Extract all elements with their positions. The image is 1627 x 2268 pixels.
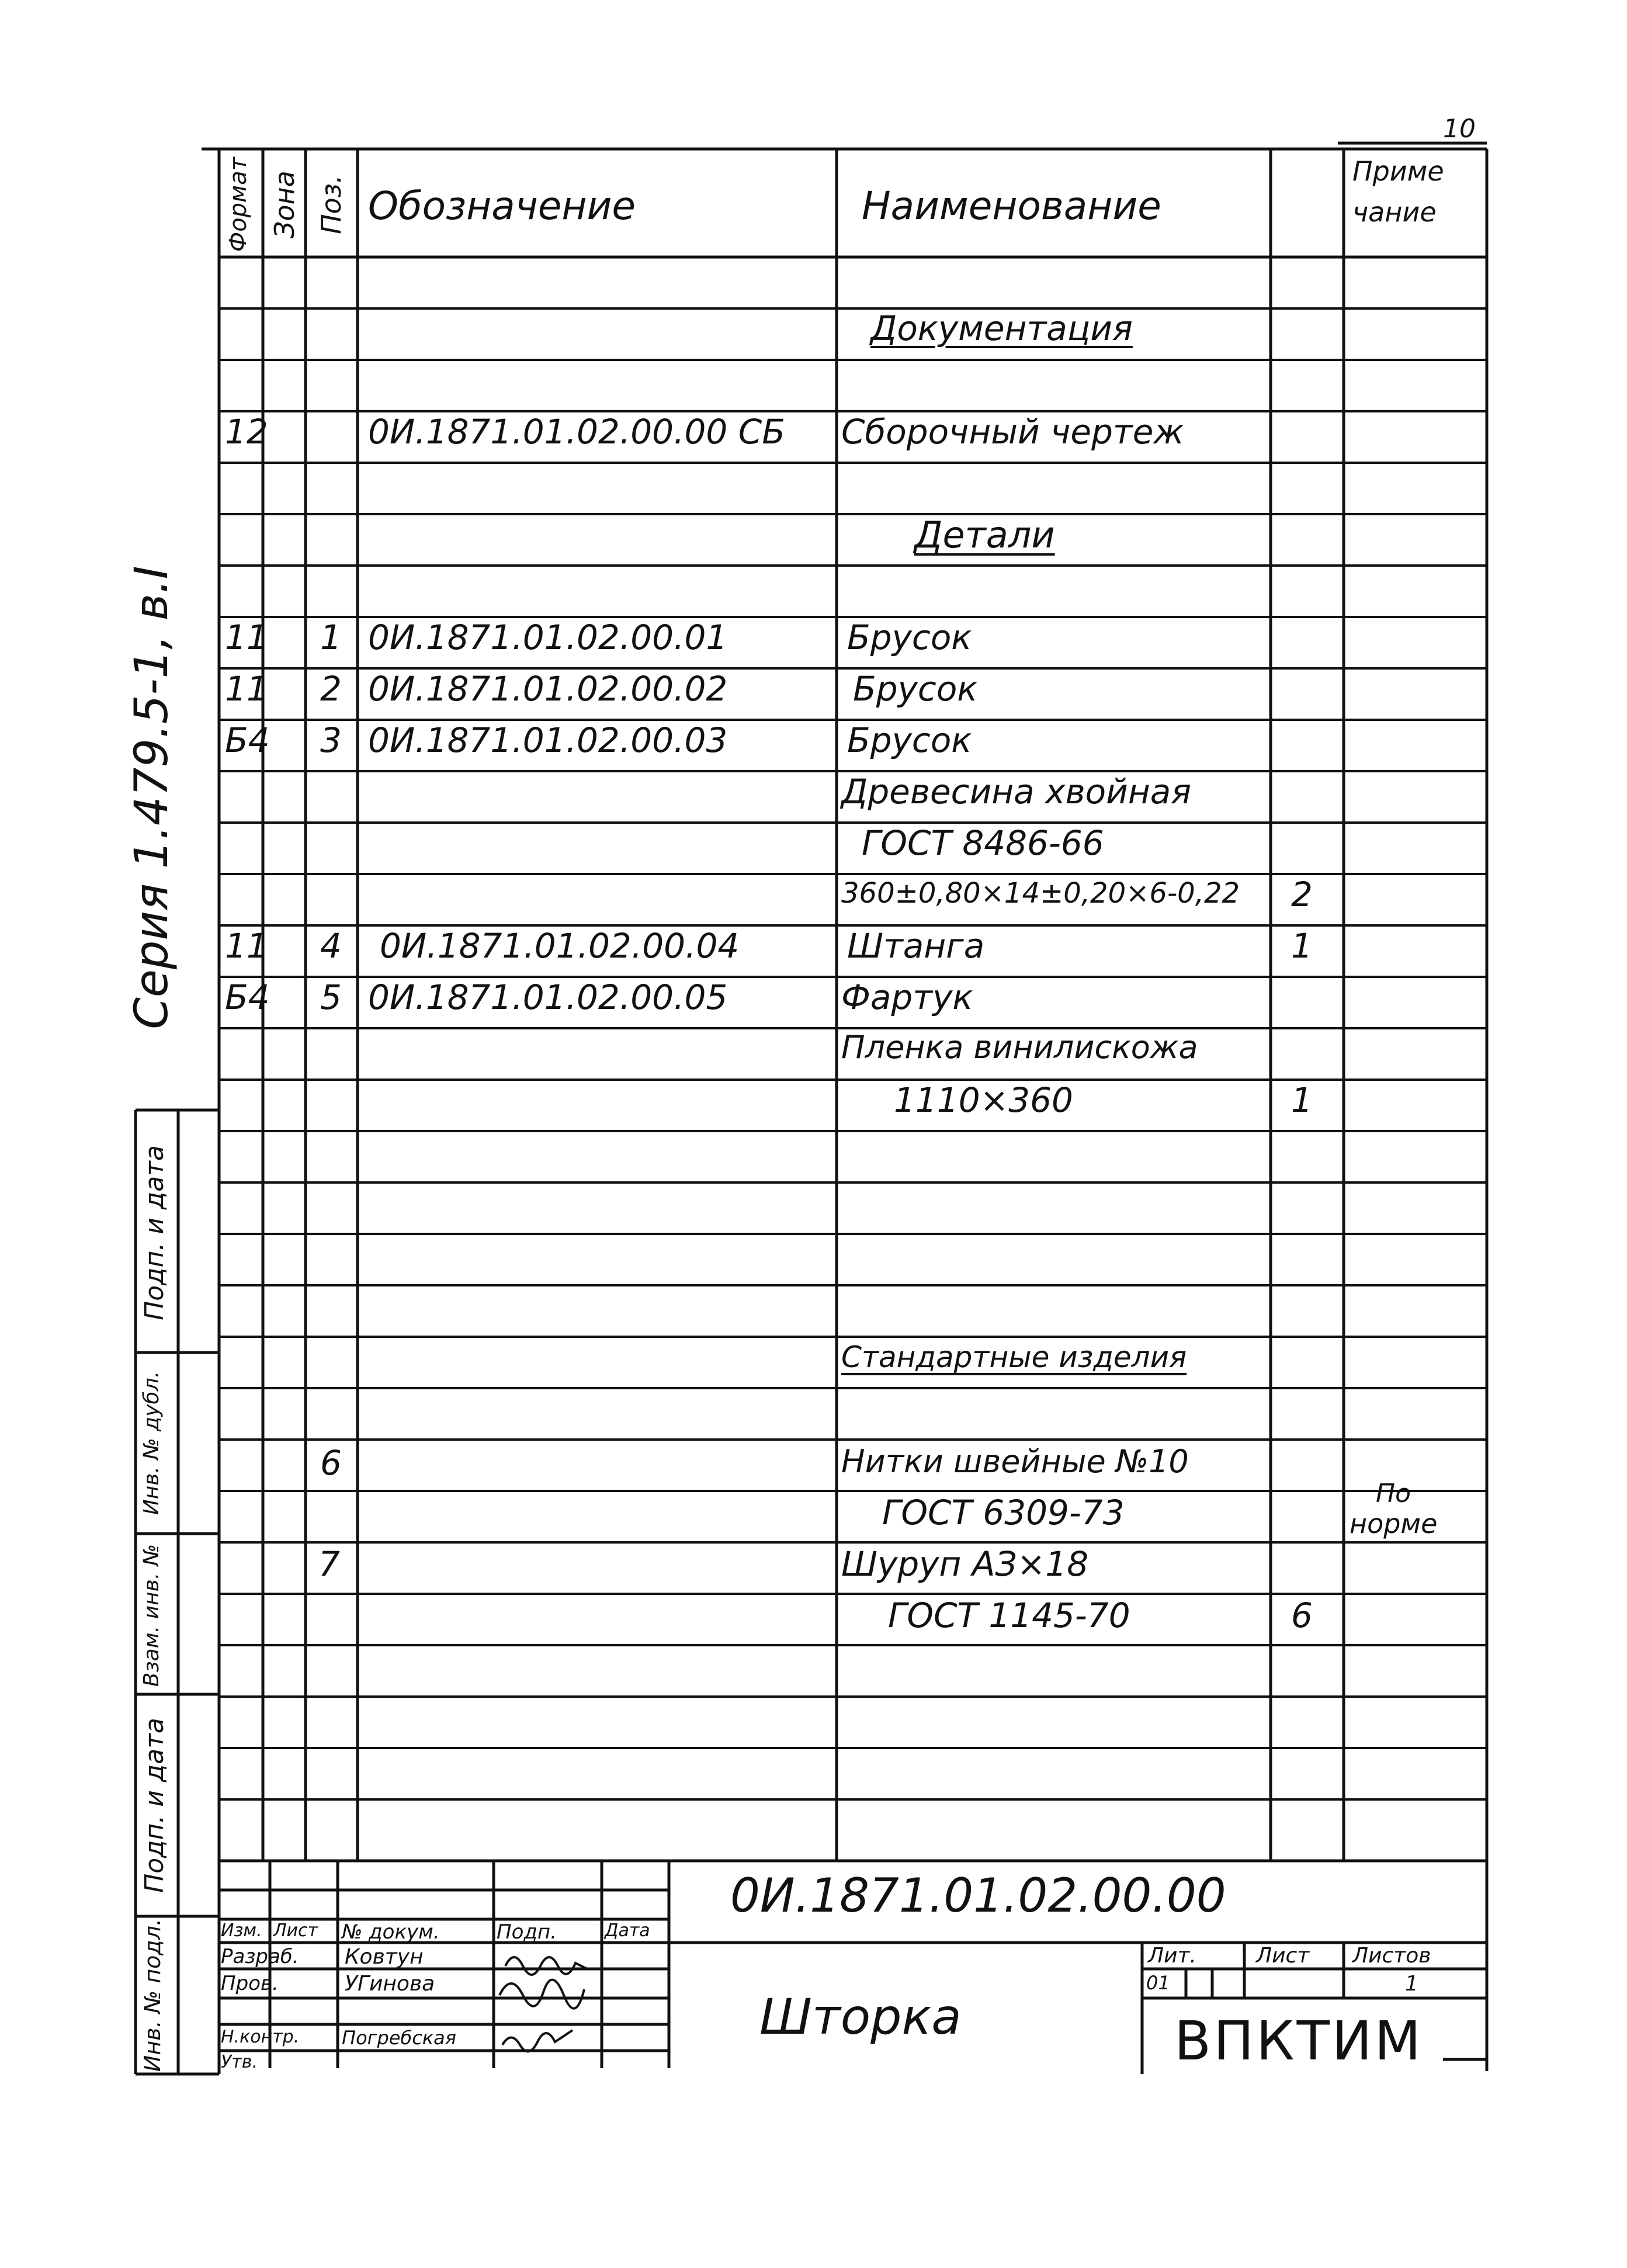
nkontr-label: Н.контр.	[221, 2027, 300, 2047]
row-name: Брусок	[853, 669, 978, 709]
row-designation: 0И.1871.01.02.00.04	[380, 926, 740, 966]
product-name: Шторка	[759, 1988, 962, 2045]
row-name: 360±0,80×14±0,20×6-0,22	[841, 877, 1240, 910]
row-name: ГОСТ 8486-66	[862, 823, 1104, 863]
row-note: По	[1376, 1479, 1411, 1508]
prov-label: Пров.	[221, 1972, 279, 1995]
header-note-line2: чание	[1352, 196, 1437, 228]
row-pos: 6	[320, 1443, 342, 1483]
signature-nkontr	[494, 2024, 605, 2054]
nkontr-name: Погребская	[342, 2027, 456, 2049]
row-designation: 0И.1871.01.02.00.01	[368, 618, 728, 657]
signatures	[494, 1943, 605, 2024]
row-qty: 1	[1291, 926, 1313, 966]
row-pos: 4	[320, 926, 342, 966]
row-qty: 1	[1291, 1080, 1313, 1120]
side-label-inv-dupl: Инв. № дубл.	[140, 1371, 164, 1516]
row-designation: 0И.1871.01.02.00.02	[368, 669, 728, 709]
row-qty: 2	[1291, 875, 1313, 914]
row-name: 1110×360	[894, 1080, 1073, 1120]
header-zone: Зона	[269, 171, 300, 238]
row-name: Нитки швейные №10	[841, 1443, 1189, 1480]
row-qty: 6	[1291, 1596, 1313, 1635]
header-format: Формат	[225, 157, 252, 252]
organization: ВПКТИМ	[1174, 2010, 1424, 2072]
section-heading: Детали	[914, 514, 1055, 556]
col-list: Лист	[273, 1920, 318, 1941]
page-number: 10	[1443, 114, 1476, 144]
section-heading: Документация	[870, 308, 1133, 348]
side-label-inv-podl: Инв. № подл.	[140, 1918, 165, 2072]
lit-value: 01	[1146, 1972, 1170, 1994]
listov-value: 1	[1405, 1972, 1418, 1996]
side-label-sign-date: Подп. и дата	[140, 1718, 169, 1893]
row-name: Фартук	[841, 977, 973, 1017]
col-ndokum: № докум.	[342, 1920, 440, 1944]
col-izm: Изм.	[221, 1920, 262, 1941]
row-name: Сборочный чертеж	[841, 412, 1184, 452]
row-format: 11	[225, 618, 268, 657]
row-note: норме	[1350, 1508, 1438, 1539]
section-heading: Стандартные изделия	[841, 1340, 1187, 1374]
row-format: 11	[225, 926, 268, 966]
doc-code: 0И.1871.01.02.00.00	[730, 1868, 1226, 1923]
row-pos: 1	[320, 618, 342, 657]
header-pos: Поз.	[315, 175, 347, 234]
row-name: Шуруп АЗ×18	[841, 1544, 1089, 1584]
header-designation: Обозначение	[368, 183, 636, 228]
row-format: Б4	[225, 720, 270, 760]
row-name: ГОСТ 6309-73	[882, 1493, 1125, 1532]
row-designation: 0И.1871.01.02.00.05	[368, 977, 728, 1017]
row-name: Брусок	[847, 618, 972, 657]
listov-label: Листов	[1352, 1944, 1431, 1968]
utv-label: Утв.	[221, 2052, 258, 2072]
row-format: 12	[225, 412, 268, 452]
row-pos: 7	[318, 1544, 340, 1584]
row-format: 11	[225, 669, 268, 709]
row-name: Брусок	[847, 720, 972, 760]
header-name: Наименование	[862, 183, 1161, 228]
row-name: Пленка винилискожа	[841, 1029, 1198, 1066]
prov-name: УГинова	[345, 1972, 435, 1996]
row-pos: 3	[320, 720, 342, 760]
col-data: Дата	[605, 1920, 650, 1941]
side-label-vzam-inv: Взам. инв. №	[140, 1544, 164, 1687]
razrab-label: Разраб.	[221, 1945, 299, 1968]
list-label: Лист	[1256, 1944, 1310, 1968]
row-pos: 5	[320, 977, 342, 1017]
lit-label: Лит.	[1148, 1944, 1196, 1968]
col-podp: Подп.	[497, 1920, 557, 1944]
razrab-name: Ковтун	[345, 1945, 424, 1969]
row-designation: 0И.1871.01.02.00.03	[368, 720, 728, 760]
row-name: ГОСТ 1145-70	[888, 1596, 1130, 1635]
row-name: Древесина хвойная	[841, 772, 1192, 812]
series-label: Серия 1.479.5-1, в.I	[126, 566, 178, 1029]
side-label-sign-date: Подп. и дата	[140, 1145, 169, 1320]
row-name: Штанга	[847, 926, 985, 966]
row-format: Б4	[225, 977, 270, 1017]
row-designation: 0И.1871.01.02.00.00 СБ	[368, 412, 786, 452]
header-note-line1: Приме	[1352, 155, 1444, 187]
row-pos: 2	[320, 669, 342, 709]
